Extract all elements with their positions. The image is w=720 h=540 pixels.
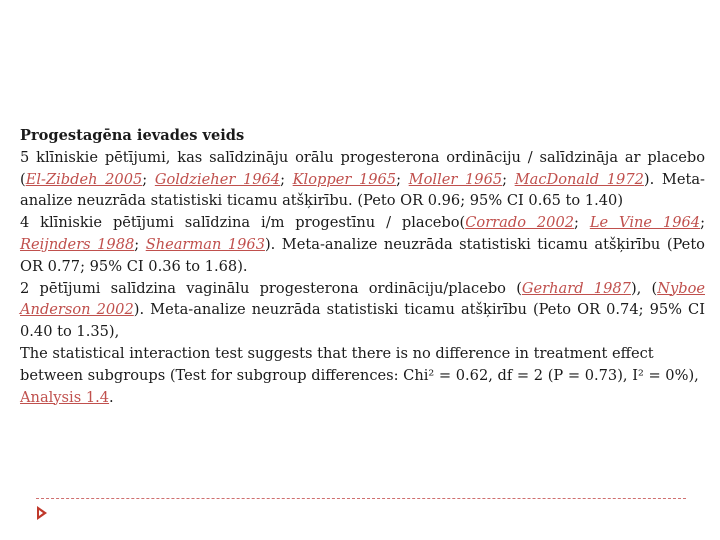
slide-content [20,125,705,408]
text: ). Meta-analize neuzrāda statistiski ticamu atšķirību (Peto OR 0.77; 95% CI 0.36 to 1.68). [20,235,705,275]
reference-link[interactable]: Klopper 1965 [292,170,397,188]
separator: ; [502,170,515,188]
separator: ; [574,214,590,232]
analysis-link[interactable]: Analysis 1.4 [20,388,110,406]
reference-link[interactable]: Reijnders 1988 [20,235,135,253]
text: ). Meta-analize neuzrāda statistiski ticamu atšķirību (Peto OR 0.74; 95% CI 0.40 to 1.35), [20,301,705,341]
section-heading: Progestagēna ievades veids [20,127,245,144]
reference-link[interactable]: MacDonald 1972 [514,170,644,188]
paragraph-vaginal [20,278,705,343]
reference-link[interactable]: Le Vine 1964 [589,214,701,232]
separator: ; [396,170,409,188]
text: The statistical interaction test suggests that there is no difference in treatment effect between subgroups (Test for subgroup differences: Chi² = 0.62, df = 2 (P = 0.73), I² = 0%), [20,344,699,384]
text: . [109,388,114,406]
paragraph-im [20,212,705,277]
separator: ; [700,214,705,232]
reference-link[interactable]: Corrado 2002 [465,214,575,232]
reference-link[interactable]: Goldzieher 1964 [154,170,281,188]
separator: ; [142,170,155,188]
reference-link[interactable]: Shearman 1963 [145,235,265,253]
separator: ; [134,235,146,253]
text: 2 pētījumi salīdzina vaginālu progesterona ordināciju/placebo ( [20,279,522,297]
footer-divider [36,498,686,499]
reference-link[interactable]: El-Zibdeh 2005 [25,170,143,188]
text: ). Meta-analize neuzrāda statistiski ticamu atšķirību. (Peto OR 0.96; 95% CI 0.65 to 1.40) [20,170,705,210]
reference-link[interactable]: Moller 1965 [408,170,503,188]
paragraph-oral [20,147,705,212]
text: 4 klīniskie pētījumi salīdzina i/m progestīnu / placebo( [20,214,466,232]
separator: ; [280,170,293,188]
play-arrow-icon[interactable] [36,505,48,521]
text: ), ( [630,279,658,297]
paragraph-interaction [20,343,705,408]
reference-link[interactable]: Nyboe Anderson 2002 [20,279,705,319]
reference-link[interactable]: Gerhard 1987 [521,279,631,297]
text: 5 klīniskie pētījumi, kas salīdzināju orālu progesterona ordināciju / salīdzināja ar placebo ( [20,148,705,188]
